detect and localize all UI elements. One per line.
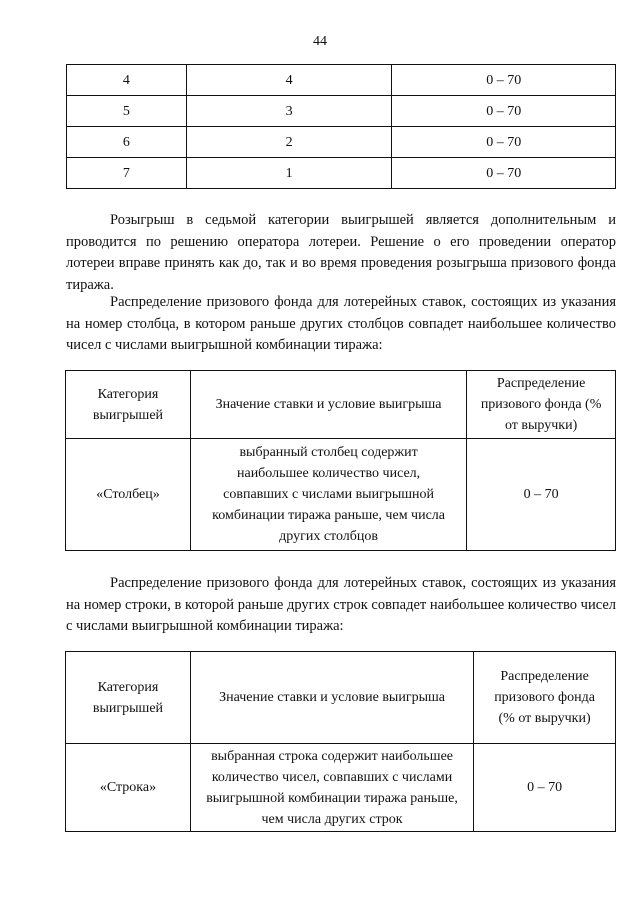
column-bet-table bbox=[65, 370, 616, 551]
header-distribution: Распределение призового фонда (% от выручки) bbox=[474, 652, 616, 744]
paragraph-seventh-category: Розыгрыш в седьмой категории выигрышей является дополнительным и проводится по решению оператора лотереи. Решение о его проведении оператор лотереи вправе принять как до, так и во время проведения розыгрыша призового фонда тиража. bbox=[66, 212, 616, 293]
prize-table-continuation bbox=[66, 64, 616, 189]
distribution-cell: 0 – 70 bbox=[474, 744, 616, 832]
distribution-cell: 0 – 70 bbox=[467, 439, 616, 551]
category-cell: 7 bbox=[67, 158, 187, 189]
matches-cell: 1 bbox=[186, 158, 392, 189]
table-row bbox=[67, 127, 616, 158]
matches-cell: 3 bbox=[186, 96, 392, 127]
header-category: Категория выигрышей bbox=[66, 652, 191, 744]
paragraph-row-bets: Распределение призового фонда для лотерейных ставок, состоящих из указания на номер строки, в которой раньше других строк совпадет наибольшее количество чисел с числами выигрышной комбинации тиража: bbox=[66, 575, 616, 634]
matches-cell: 2 bbox=[186, 127, 392, 158]
distribution-cell: 0 – 70 bbox=[392, 96, 616, 127]
header-category: Категория выигрышей bbox=[66, 371, 191, 439]
matches-cell: 4 bbox=[186, 65, 392, 96]
page-number: 44 bbox=[313, 34, 327, 49]
table-row bbox=[66, 744, 616, 832]
table-row bbox=[67, 96, 616, 127]
table-row bbox=[67, 65, 616, 96]
header-distribution: Распределение призового фонда (% от выручки) bbox=[467, 371, 616, 439]
header-condition: Значение ставки и условие выигрыша bbox=[190, 652, 473, 744]
distribution-cell: 0 – 70 bbox=[392, 158, 616, 189]
category-cell: 4 bbox=[67, 65, 187, 96]
header-condition: Значение ставки и условие выигрыша bbox=[190, 371, 466, 439]
distribution-cell: 0 – 70 bbox=[392, 65, 616, 96]
category-cell: 5 bbox=[67, 96, 187, 127]
row-bet-table bbox=[65, 651, 616, 832]
table-row bbox=[66, 439, 616, 551]
distribution-cell: 0 – 70 bbox=[392, 127, 616, 158]
paragraph-column-bets: Распределение призового фонда для лотерейных ставок, состоящих из указания на номер столбца, в котором раньше других столбцов совпадет наибольшее количество чисел с числами выигрышной комбинации тиража: bbox=[66, 294, 616, 353]
table-header-row bbox=[66, 652, 616, 744]
table-row bbox=[67, 158, 616, 189]
category-cell: «Строка» bbox=[66, 744, 191, 832]
condition-cell: выбранная строка содержит наибольшее количество чисел, совпавших с числами выигрышной комбинации тиража раньше, чем числа других строк bbox=[190, 744, 473, 832]
condition-cell: выбранный столбец содержит наибольшее количество чисел, совпавших с числами выигрышной комбинации тиража раньше, чем числа других столбцов bbox=[190, 439, 466, 551]
category-cell: «Столбец» bbox=[66, 439, 191, 551]
table-header-row bbox=[66, 371, 616, 439]
category-cell: 6 bbox=[67, 127, 187, 158]
